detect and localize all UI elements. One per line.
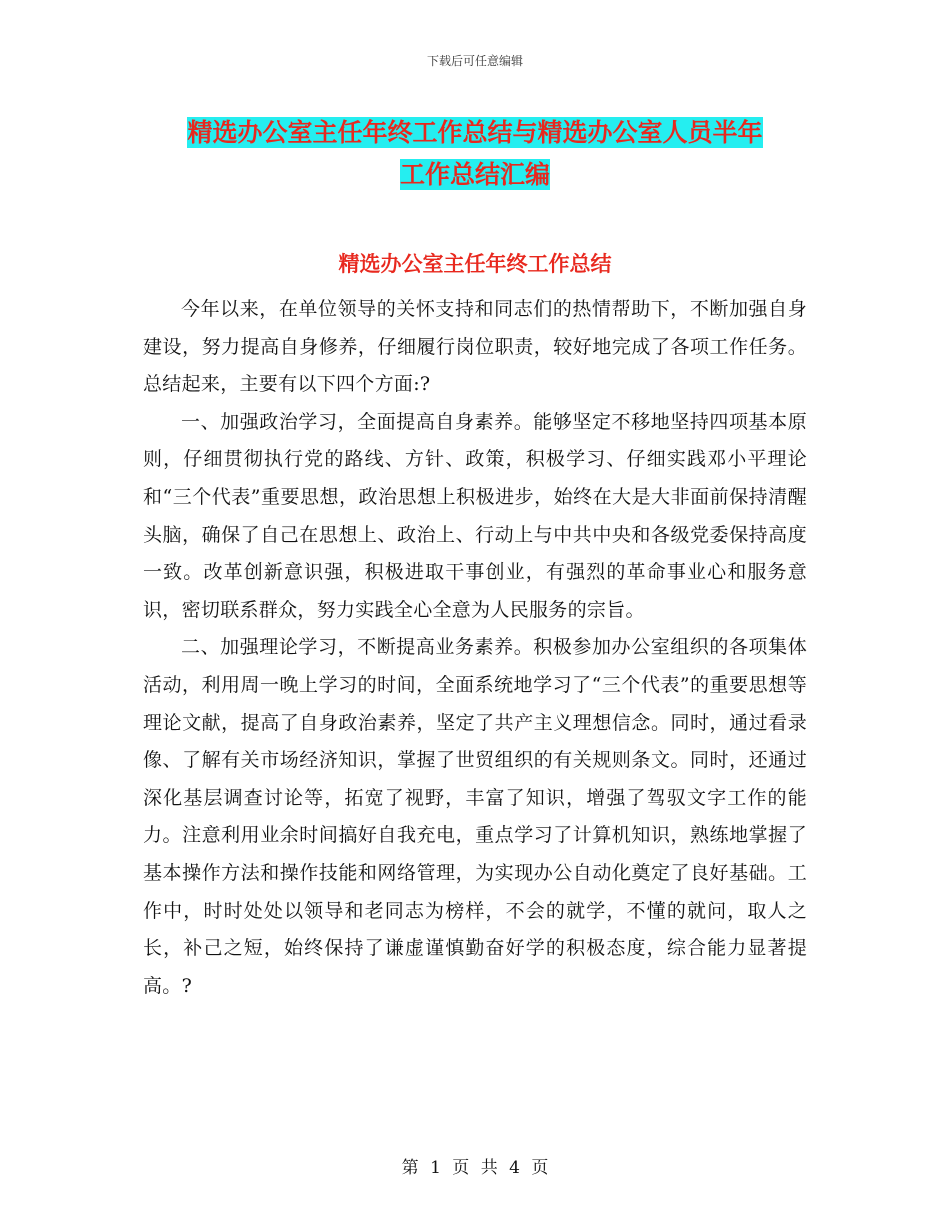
document-title-line-1: 精选办公室主任年终工作总结与精选办公室人员半年 [187,118,763,147]
paragraph-theory-study: 二、加强理论学习，不断提高业务素养。积极参加办公室组织的各项集体活动，利用周一晚上学习的时间，全面系统地学习了“三个代表”的重要思想等理论文献，提高了自身政治素养，坚定了共产主义理想信念。同时，通过看录像、了解有关市场经济知识，掌握了世贸组织的有关规则条文。同时，还通过深化基层调查讨论等，拓宽了视野，丰富了知识，增强了驾驭文字工作的能力。注意利用业余时间搞好自我充电，重点学习了计算机知识，熟练地掌握了基本操作方法和操作技能和网络管理，为实现办公自动化奠定了良好基础。工作中，时时处处以领导和老同志为榜样，不会的就学，不懂的就问，取人之长，补己之短，始终保持了谦虚谨慎勤奋好学的积极态度，综合能力显著提高。? [143,636,807,997]
paragraph-political-study: 一、加强政治学习，全面提高自身素养。能够坚定不移地坚持四项基本原则，仔细贯彻执行党的路线、方针、政策，积极学习、仔细实践邓小平理论和“三个代表”重要思想，政治思想上积极进步，始终在大是大非面前保持清醒头脑，确保了自己在思想上、政治上、行动上与中共中央和各级党委保持高度一致。改革创新意识强，积极进取干事创业，有强烈的革命事业心和服务意识，密切联系群众，努力实践全心全意为人民服务的宗旨。 [143,410,807,621]
section-title: 精选办公室主任年终工作总结 [338,251,612,276]
paragraph-intro: 今年以来，在单位领导的关怀支持和同志们的热情帮助下，不断加强自身建设，努力提高自身修养，仔细履行岗位职责，较好地完成了各项工作任务。总结起来，主要有以下四个方面:? [143,298,807,396]
page-header-note: 下载后可任意编辑 [426,54,523,68]
document-title-line-2: 工作总结汇编 [399,160,550,189]
page-footer-indicator: 第 1 页 共 4 页 [401,1158,549,1178]
document-title [140,112,810,196]
document-body [143,291,807,1005]
